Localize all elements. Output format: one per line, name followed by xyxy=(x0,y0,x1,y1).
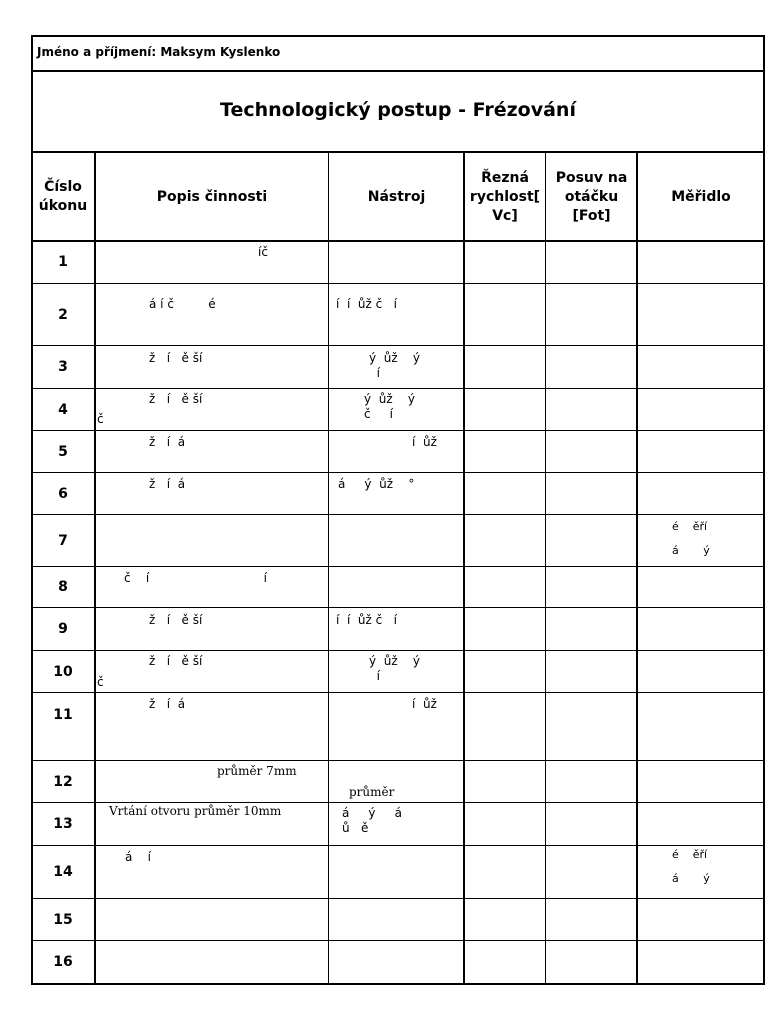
row-divider xyxy=(31,388,765,389)
tool-cell: í í ůž č í xyxy=(336,613,398,627)
row-number: 7 xyxy=(58,532,68,549)
row-divider xyxy=(31,650,765,651)
row-number: 11 xyxy=(53,707,73,723)
column-divider xyxy=(328,153,329,985)
desc-cell: ž í ě ší xyxy=(149,351,203,365)
gauge-cell: é ěří á ý xyxy=(672,848,710,885)
col-header-speed: Řezná rychlost[ Vc] xyxy=(469,169,541,224)
tool-cell: ý ůž ý í xyxy=(369,351,420,380)
desc-cell: průměr 7mm xyxy=(217,764,297,778)
row-number: 1 xyxy=(58,254,68,270)
row-divider xyxy=(31,345,765,346)
row-divider xyxy=(31,566,765,567)
col-header-desc: Popis činnosti xyxy=(156,188,268,205)
row-number: 16 xyxy=(53,954,73,970)
gauge-cell: é ěří á ý xyxy=(672,520,710,557)
divider xyxy=(31,70,765,72)
desc-cell: ž í ě ší xyxy=(149,654,203,668)
col-header-feed: Posuv na otáčku [Fot] xyxy=(555,169,628,224)
row-divider xyxy=(31,472,765,473)
row-number: 15 xyxy=(53,911,73,928)
row-number: 8 xyxy=(58,579,68,595)
name-line: Jméno a příjmení: Maksym Kyslenko xyxy=(37,45,281,59)
row-number: 4 xyxy=(58,401,68,418)
desc-cell: ž í á xyxy=(149,435,186,449)
row-number: 3 xyxy=(58,359,68,375)
desc-cell: á í č é xyxy=(149,297,216,311)
row-number: 14 xyxy=(53,864,73,880)
process-sheet xyxy=(31,35,765,985)
row-number: 12 xyxy=(53,773,73,790)
desc-cell: Vrtání otvoru průměr 10mm xyxy=(109,804,282,818)
column-divider xyxy=(545,153,546,985)
row-divider xyxy=(31,607,765,608)
row-number: 13 xyxy=(53,816,73,832)
row-number: 6 xyxy=(58,485,68,502)
row-number: 10 xyxy=(53,663,73,680)
desc-cell: č xyxy=(97,412,104,426)
tool-cell: á ý ůž ° xyxy=(338,477,415,491)
desc-cell: ž í ě ší xyxy=(149,613,203,627)
col-header-gauge: Měřidlo xyxy=(671,188,731,205)
row-divider xyxy=(31,845,765,846)
row-divider xyxy=(31,283,765,284)
divider xyxy=(31,240,765,242)
tool-cell: á ý á ů ě xyxy=(342,806,402,835)
tool-cell: í ůž xyxy=(412,697,437,711)
tool-cell: í í ůž č í xyxy=(336,297,398,311)
desc-cell: ž í á xyxy=(149,477,186,491)
row-divider xyxy=(31,760,765,761)
column-divider xyxy=(463,153,465,985)
tool-cell: průměr xyxy=(349,785,395,799)
column-divider xyxy=(636,153,638,985)
desc-cell: íč xyxy=(258,245,268,259)
row-divider xyxy=(31,692,765,693)
tool-cell: ý ůž ý č í xyxy=(364,392,415,421)
row-number: 2 xyxy=(58,306,68,323)
row-divider xyxy=(31,940,765,941)
desc-cell: ž í ě ší xyxy=(149,392,203,406)
row-divider xyxy=(31,898,765,899)
col-header-num: Číslo úkonu xyxy=(38,179,88,214)
col-header-tool: Nástroj xyxy=(367,188,426,205)
tool-cell: ý ůž ý í xyxy=(369,654,420,683)
row-number: 9 xyxy=(58,621,68,637)
row-divider xyxy=(31,430,765,431)
desc-cell: ž í á xyxy=(149,697,186,711)
page-title: Technologický postup - Frézování xyxy=(220,99,576,121)
row-divider xyxy=(31,802,765,803)
desc-cell: á í xyxy=(125,850,151,864)
tool-cell: í ůž xyxy=(412,435,437,449)
row-divider xyxy=(31,514,765,515)
desc-cell: č xyxy=(97,675,104,689)
row-number: 5 xyxy=(58,443,68,460)
desc-cell: č í í xyxy=(124,571,267,585)
